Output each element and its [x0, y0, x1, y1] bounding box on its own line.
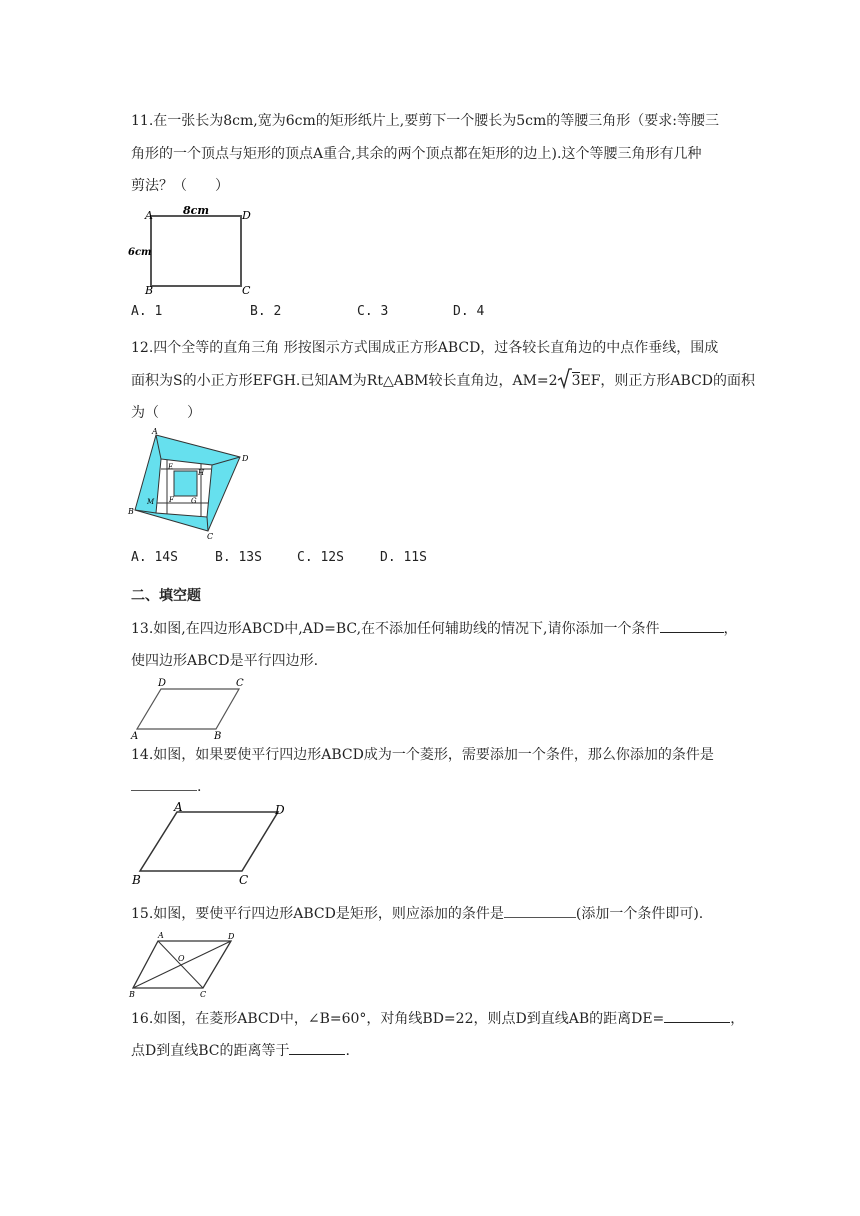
q11-option-d: D. 4: [453, 304, 485, 319]
q16-answer-blank-de[interactable]: [664, 1008, 730, 1023]
label-D: D: [228, 932, 235, 941]
label-C: C: [207, 532, 214, 541]
sqrt-symbol: [558, 369, 581, 391]
q13-line-1-text: 13.如图,在四边形ABCD中,AD=BC,在不添加任何辅助线的情况下,请你添加一个条件: [131, 621, 660, 637]
q15-line-1-text: 15.如图，要使平行四边形ABCD是矩形，则应添加的条件是: [131, 906, 504, 922]
label-E: E: [168, 463, 174, 471]
q14-line-2: [131, 776, 201, 797]
label-F: F: [169, 496, 174, 504]
q11-rectangle-figure: [125, 204, 255, 296]
q11-option-a: A. 1: [131, 304, 163, 319]
label-O: O: [178, 954, 185, 963]
q11-line-2: 角形的一个顶点与矩形的顶点A重合,其余的两个顶点都在矩形的边上).这个等腰三角形有几种: [131, 146, 702, 162]
q13-line-1-comma: ，: [723, 621, 738, 637]
q16-line-2-text: 点D到直线BC的距离等于: [131, 1043, 290, 1059]
q13-line-2: 使四边形ABCD是平行四边形.: [131, 653, 319, 669]
q14-answer-blank[interactable]: [131, 776, 197, 791]
label-B: B: [132, 873, 141, 887]
label-D: D: [158, 678, 167, 689]
label-6cm: 6cm: [128, 247, 152, 258]
label-G: G: [191, 497, 197, 505]
section-heading-fill-in: 二、填空题: [131, 588, 201, 604]
label-A: A: [174, 800, 183, 814]
q16-line-1-text: 16.如图，在菱形ABCD中，∠B=60°，对角线BD=22，则点D到直线AB的距离DE=: [131, 1011, 665, 1027]
q15-line-1: [131, 903, 703, 924]
label-A: A: [158, 931, 164, 940]
label-A: A: [145, 209, 153, 222]
q12-line-2-end: EF，则正方形ABCD的面积: [580, 373, 756, 389]
parallelogram-abcd: [140, 812, 278, 871]
q16-line-2-end: .: [345, 1043, 350, 1059]
q16-line-1-comma: ，: [730, 1011, 745, 1027]
label-8cm: 8cm: [183, 204, 209, 217]
rectangle-abcd: [151, 216, 241, 286]
q13-answer-blank[interactable]: [660, 618, 724, 633]
label-D: D: [242, 454, 249, 463]
label-C: C: [239, 873, 249, 887]
q12-line-2-start: 面积为S的小正方形EFGH.已知AM为Rt△ABM较长直角边，AM=2: [131, 373, 558, 389]
label-C: C: [200, 990, 207, 999]
label-D: D: [275, 803, 285, 817]
q14-line-1: 14.如图，如果要使平行四边形ABCD成为一个菱形，需要添加一个条件，那么你添加的条件是: [131, 747, 714, 763]
q13-parallelogram-figure: [125, 678, 255, 740]
diagonal-ac: [158, 941, 203, 988]
q15-line-1-end: (添加一个条件即可).: [575, 906, 704, 922]
inner-square-efgh: [174, 471, 197, 496]
parallelogram-abcd: [137, 689, 239, 729]
q11-line-1: 11.在一张长为8cm,宽为6cm的矩形纸片上,要剪下一个腰长为5cm的等腰三角形（要求:等腰三: [131, 113, 719, 129]
q12-line-1: 12.四个全等的直角三角 形按图示方式围成正方形ABCD，过各较长直角边的中点作垂线，围成: [131, 340, 719, 356]
q11-option-b: B. 2: [250, 304, 282, 319]
q16-answer-blank-bc[interactable]: [289, 1040, 345, 1055]
q12-option-d: D. 11S: [380, 550, 427, 565]
label-C: C: [236, 678, 244, 689]
q14-period: .: [197, 779, 202, 795]
q16-line-1: [131, 1008, 744, 1029]
q11-line-3: 剪法？（ ）: [131, 178, 229, 194]
label-D: D: [242, 209, 251, 222]
label-H: H: [198, 469, 205, 477]
label-B: B: [128, 507, 134, 516]
q14-parallelogram-figure: [130, 800, 290, 888]
q15-answer-blank[interactable]: [504, 903, 576, 918]
q16-line-2: [131, 1040, 350, 1061]
radical-sign-icon: [558, 369, 572, 389]
label-B: B: [214, 731, 222, 742]
q13-line-1: [131, 618, 738, 639]
q12-square-figure: [127, 428, 252, 540]
label-B: B: [145, 284, 154, 297]
q15-parallelogram-figure: [126, 928, 246, 998]
q11-option-c: C. 3: [357, 304, 389, 319]
sqrt-value: 3: [571, 373, 581, 389]
q12-option-c: C. 12S: [297, 550, 344, 565]
q12-option-b: B. 13S: [215, 550, 262, 565]
label-A: A: [152, 427, 158, 436]
q12-option-a: A. 14S: [131, 550, 178, 565]
q12-line-3: 为（ ）: [131, 405, 201, 421]
label-M: M: [147, 498, 155, 506]
label-C: C: [242, 284, 251, 297]
q12-line-2: [131, 369, 755, 391]
label-A: A: [131, 731, 139, 742]
label-B: B: [129, 990, 135, 999]
